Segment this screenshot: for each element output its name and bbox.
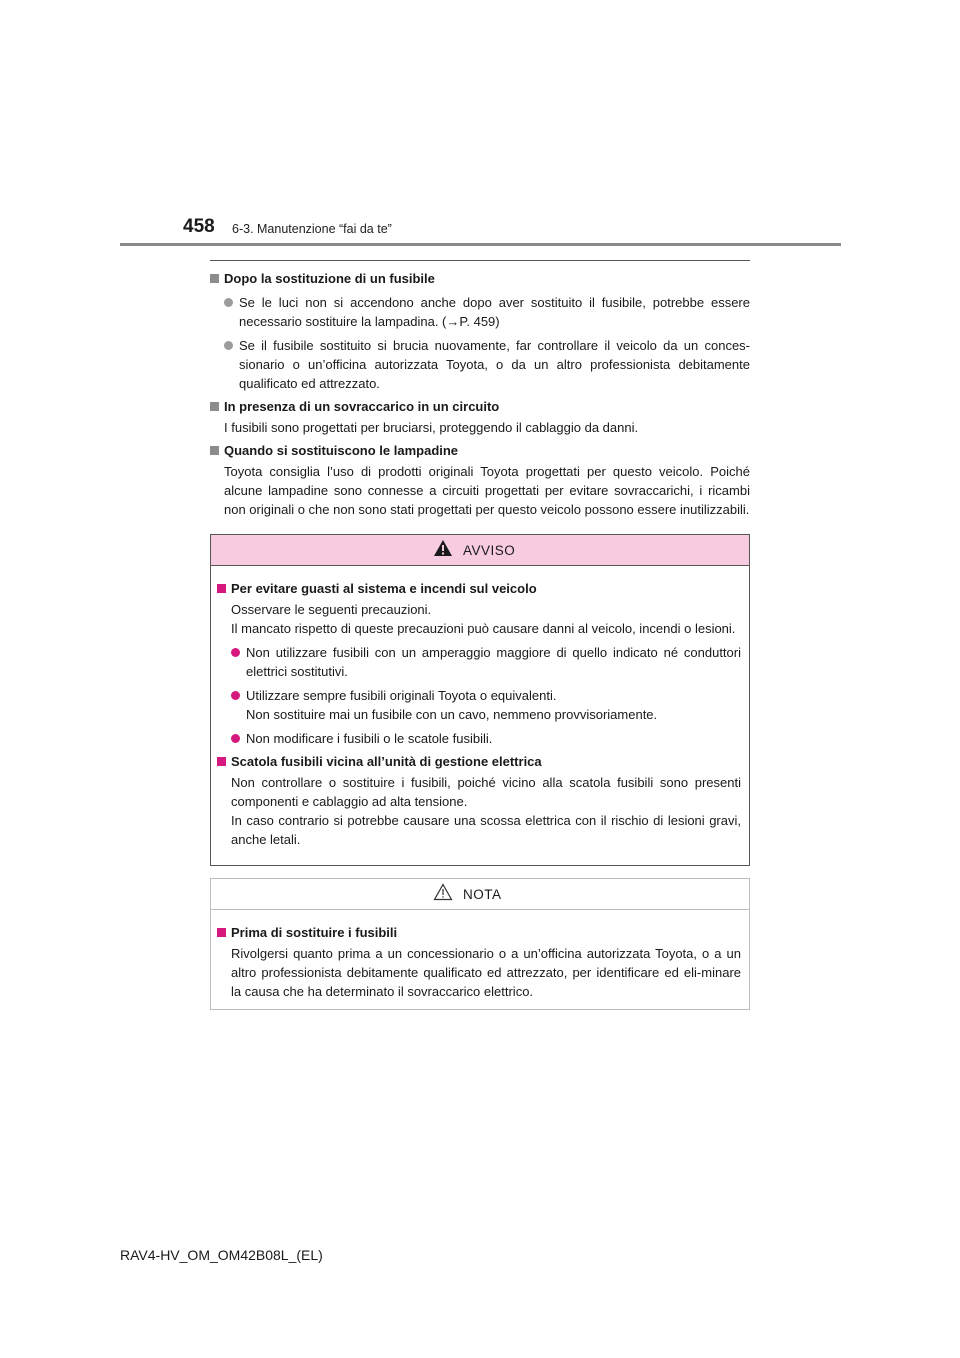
content-top-rule bbox=[210, 260, 750, 261]
warning-triangle-icon bbox=[433, 539, 453, 557]
section-title: 6-3. Manutenzione “fai da te” bbox=[232, 222, 392, 236]
page-number: 458 bbox=[183, 216, 215, 237]
round-bullet-icon bbox=[224, 341, 233, 350]
caution-triangle-outline-icon bbox=[433, 883, 453, 901]
section-heading: Dopo la sostituzione di un fusibile bbox=[210, 269, 750, 288]
section-text: Osservare le seguenti precauzioni. bbox=[231, 602, 432, 617]
header-rule bbox=[120, 243, 841, 246]
section-text: I fusibili sono progettati per bruciarsi, proteggendo il cablaggio da danni. bbox=[224, 420, 639, 435]
section-text: Non controllare o sostituire i fusibili, poiché vicino alla scatola fusibili sono presenti componenti e cablaggio ad alta tensione. bbox=[231, 775, 741, 809]
square-bullet-icon bbox=[210, 274, 219, 283]
document-code: RAV4-HV_OM_OM42B08L_(EL) bbox=[120, 1247, 323, 1263]
square-bullet-icon bbox=[217, 757, 226, 766]
square-bullet-icon bbox=[217, 584, 226, 593]
warning-header bbox=[211, 535, 749, 566]
list-item: Non utilizzare fusibili con un amperaggio maggiore di quello indicato né conduttori elettrici sostitutivi. bbox=[217, 643, 741, 681]
section-bulb-replacement bbox=[210, 441, 750, 519]
round-bullet-icon bbox=[231, 648, 240, 657]
list-item: Se il fusibile sostituito si brucia nuovamente, far controllare il veicolo da un conces-sionario o un’officina autorizzata Toyota, o da un altro professionista debitamente qualificato ed attrezzato. bbox=[210, 336, 750, 393]
main-content bbox=[210, 266, 750, 523]
section-heading: Quando si sostituiscono le lampadine bbox=[210, 441, 750, 460]
round-bullet-icon bbox=[231, 691, 240, 700]
section-heading: In presenza di un sovraccarico in un circuito bbox=[210, 397, 750, 416]
section-circuit-overload bbox=[210, 397, 750, 437]
note-box bbox=[210, 878, 750, 1010]
square-bullet-icon bbox=[210, 446, 219, 455]
section-heading: Prima di sostituire i fusibili bbox=[217, 923, 741, 942]
warning-label: AVVISO bbox=[463, 543, 516, 558]
square-bullet-icon bbox=[217, 928, 226, 937]
section-text: Toyota consiglia l’uso di prodotti originali Toyota progettati per questo veicolo. Poiché alcune lampadine sono connesse a circuiti progettati per evitare sovraccarichi, i ricambi non originali o che non sono stati progettati per questo veicolo possono essere inutilizzabili. bbox=[224, 464, 750, 517]
warning-box bbox=[210, 534, 750, 866]
section-fuse-replacement bbox=[210, 269, 750, 393]
list-item: Utilizzare sempre fusibili originali Toyota o equivalenti. Non sostituire mai un fusibile con un cavo, nemmeno provvisoriamente. bbox=[217, 686, 741, 724]
note-header bbox=[211, 879, 749, 910]
section-text: Rivolgersi quanto prima a un concessionario o a un’officina autorizzata Toyota, o a un altro professionista debitamente qualificato ed attrezzato, per identificare ed eli-minare la causa che ha determinato il sovraccarico elettrico. bbox=[231, 946, 741, 999]
warning-body bbox=[211, 566, 749, 849]
list-item: Non modificare i fusibili o le scatole fusibili. bbox=[217, 729, 741, 748]
note-label: NOTA bbox=[463, 887, 502, 902]
section-text: In caso contrario si potrebbe causare una scossa elettrica con il rischio di lesioni gravi, anche letali. bbox=[231, 813, 741, 847]
section-heading: Scatola fusibili vicina all’unità di gestione elettrica bbox=[217, 752, 741, 771]
square-bullet-icon bbox=[210, 402, 219, 411]
round-bullet-icon bbox=[224, 298, 233, 307]
section-text: Il mancato rispetto di queste precauzioni può causare danni al veicolo, incendi o lesioni. bbox=[231, 621, 736, 636]
list-item: Se le luci non si accendono anche dopo aver sostituito il fusibile, potrebbe essere necessario sostituire la lampadina. (→P. 459) bbox=[210, 293, 750, 331]
note-body bbox=[211, 910, 749, 1001]
round-bullet-icon bbox=[231, 734, 240, 743]
section-heading: Per evitare guasti al sistema e incendi sul veicolo bbox=[217, 579, 741, 598]
